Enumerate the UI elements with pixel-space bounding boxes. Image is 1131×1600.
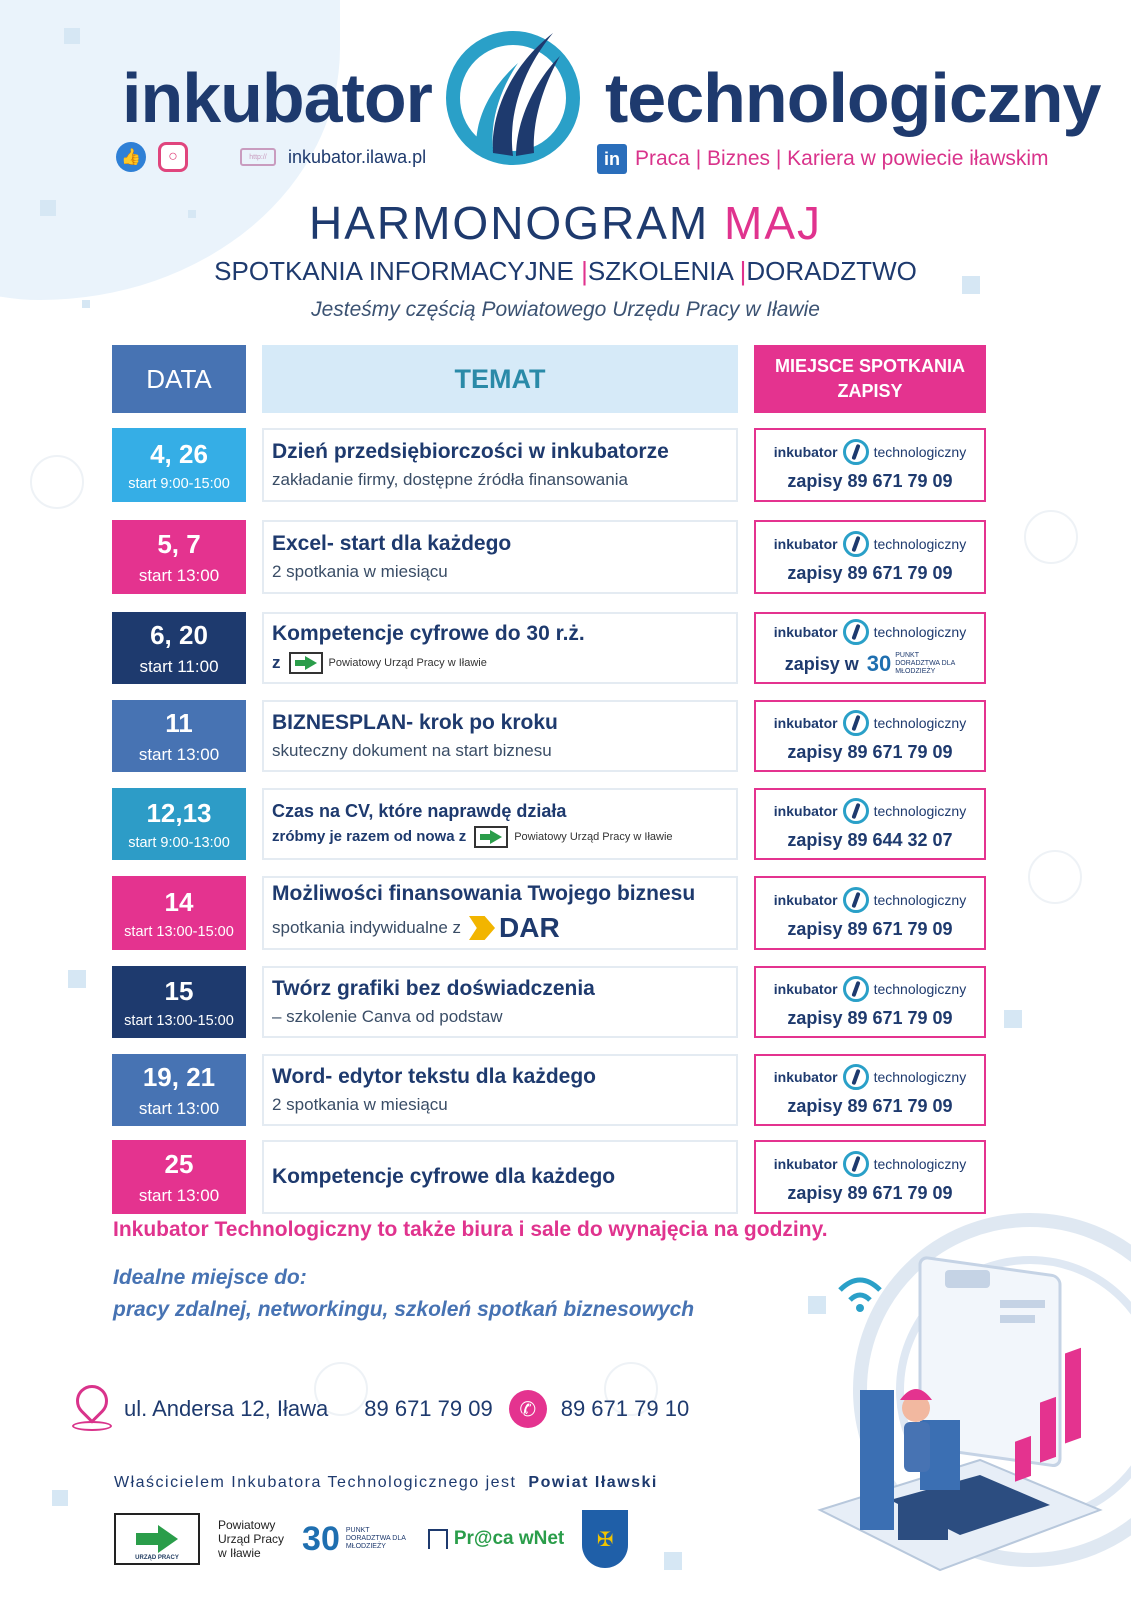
- decor-square: [1004, 1010, 1022, 1028]
- location-pin-icon: [72, 1385, 112, 1433]
- signup-phone: zapisy 89 671 79 09: [787, 1007, 953, 1028]
- inkubator-mini-logo: inkubator technologiczny: [774, 1151, 966, 1177]
- topic-cell: [262, 1140, 738, 1214]
- date-value: 4, 26: [150, 438, 208, 469]
- inkubator-mini-logo: inkubator technologiczny: [774, 710, 966, 736]
- topic-cell: [262, 966, 738, 1038]
- decor-square: [664, 1552, 682, 1570]
- decor-circle: [30, 455, 84, 509]
- topic-cell: [262, 876, 738, 950]
- subtitle-item: DORADZTWO: [746, 256, 917, 286]
- table-row: [112, 700, 986, 772]
- tagline: [597, 144, 1049, 174]
- date-cell: [112, 428, 246, 502]
- topic-subtitle: skuteczny dokument na start biznesu: [272, 741, 552, 760]
- phone-icon: ✆: [509, 1390, 547, 1428]
- pup-caption: Powiatowy Urząd Pracy w Iławie: [218, 1518, 285, 1560]
- brand-header: [0, 28, 1131, 158]
- signup-phone: zapisy 89 644 32 07: [787, 829, 953, 850]
- ideal-heading: Idealne miejsce do:: [113, 1266, 307, 1289]
- topic-cell: [262, 788, 738, 860]
- inkubator-logo-icon: [843, 439, 869, 465]
- place-cell: [754, 876, 986, 950]
- table-row: [112, 966, 986, 1038]
- topic-title: Kompetencje cyfrowe do 30 r.ż.: [272, 622, 585, 645]
- decor-circle: [1028, 850, 1082, 904]
- date-cell: [112, 1140, 246, 1214]
- topic-title: Word- edytor tekstu dla każdego: [272, 1065, 596, 1088]
- topic-subtitle: 2 spotkania w miesiącu: [272, 1095, 448, 1114]
- inkubator-mini-logo: inkubator technologiczny: [774, 798, 966, 824]
- affiliation-note: Jesteśmy częścią Powiatowego Urzędu Pracy w Iławie: [311, 298, 820, 321]
- date-value: 15: [164, 975, 194, 1006]
- pup-arrow-icon: [474, 826, 508, 848]
- inkubator-logo-icon: [843, 1064, 869, 1090]
- decor-square: [52, 1490, 68, 1506]
- signup-phone: zapisy 89 671 79 09: [787, 741, 953, 762]
- topic-subtitle: zakładanie firmy, dostępne źródła finansowania: [272, 470, 628, 489]
- dar-mark-icon: [469, 916, 495, 940]
- inkubator-logo-icon: [843, 798, 869, 824]
- linkedin-icon[interactable]: in: [597, 144, 627, 174]
- page-subtitle: [0, 256, 1131, 287]
- topic-title: Kompetencje cyfrowe dla każdego: [272, 1165, 616, 1188]
- start-time: start 11:00: [139, 656, 219, 676]
- date-value: 11: [165, 707, 193, 738]
- place-cell: [754, 1140, 986, 1214]
- date-value: 12,13: [146, 797, 212, 828]
- title-month: MAJ: [724, 197, 822, 249]
- owner-name: Powiat Iławski: [528, 1474, 658, 1491]
- topic-cell: [262, 1054, 738, 1126]
- inkubator-logo-icon: [843, 531, 869, 557]
- decor-circle: [1024, 510, 1078, 564]
- punkt-doradztwa-logo: 30 PUNKT DORADZTWA DLA MŁODZIEŻY: [866, 651, 955, 676]
- date-value: 5, 7: [157, 528, 201, 559]
- laptop-worker-illustration: [800, 1200, 1131, 1600]
- social-links: [116, 142, 426, 172]
- signup-phone: zapisy 89 671 79 09: [787, 1095, 953, 1116]
- brand-name-left: inkubator: [122, 59, 432, 137]
- tagline-text: Praca | Biznes | Kariera w powiecie iławskim: [635, 147, 1049, 170]
- start-time: start 9:00-13:00: [128, 834, 230, 851]
- place-cell: [754, 700, 986, 772]
- schedule-table-header: [112, 345, 986, 413]
- topic-cell: [262, 520, 738, 594]
- topic-subtitle: z Powiatowy Urząd Pracy w Iławie: [272, 653, 487, 672]
- pracanet-logo: Pr@ca wNet: [428, 1528, 564, 1550]
- start-time: start 13:00-15:00: [124, 1012, 234, 1029]
- decor-square: [68, 970, 86, 988]
- office-rental-note: Inkubator Technologiczny to także biura i sale do wynajęcia na godziny.: [113, 1218, 828, 1241]
- date-value: 14: [164, 886, 194, 917]
- column-header-place-line: MIEJSCE SPOTKANIA: [774, 356, 966, 376]
- date-cell: [112, 520, 246, 594]
- ideal-for-block: [113, 1262, 694, 1326]
- inkubator-mini-logo: inkubator technologiczny: [774, 531, 966, 557]
- topic-title: BIZNESPLAN- krok po kroku: [272, 711, 558, 734]
- topic-subtitle: – szkolenie Canva od podstaw: [272, 1007, 503, 1026]
- topic-title: Czas na CV, które naprawdę działa: [272, 800, 567, 821]
- subtitle-separator: |: [581, 256, 588, 286]
- phone-number[interactable]: 89 671 79 10: [560, 1396, 690, 1421]
- topic-subtitle: zróbmy je razem od nowa z Powiatowy Urząd Pracy w Iławie: [272, 826, 728, 848]
- place-cell: [754, 612, 986, 684]
- date-cell: [112, 788, 246, 860]
- inkubator-logo-icon: [843, 710, 869, 736]
- date-cell: [112, 612, 246, 684]
- building-icon: [428, 1529, 448, 1549]
- dar-logo: DAR: [469, 912, 560, 944]
- topic-subtitle: spotkania indywidualne z DAR: [272, 912, 560, 943]
- inkubator-logo-icon: [843, 976, 869, 1002]
- topic-title: Excel- start dla każdego: [272, 532, 512, 555]
- column-header-place-line: ZAPISY: [837, 381, 903, 401]
- topic-title: Dzień przedsiębiorczości w inkubatorze: [272, 440, 669, 463]
- partner-logos: [114, 1510, 628, 1568]
- place-cell: [754, 966, 986, 1038]
- instagram-icon[interactable]: ○: [158, 142, 188, 172]
- date-value: 25: [164, 1148, 194, 1179]
- thumbs-up-icon[interactable]: 👍: [116, 142, 146, 172]
- topic-title: Twórz grafiki bez doświadczenia: [272, 977, 595, 1000]
- inkubator-mini-logo: inkubator technologiczny: [774, 619, 966, 645]
- topic-cell: [262, 428, 738, 502]
- pup-logo: URZĄD PRACY: [114, 1513, 200, 1565]
- signup-phone: zapisy 89 671 79 09: [787, 918, 953, 939]
- contact-bar: [72, 1385, 689, 1433]
- date-cell: [112, 966, 246, 1038]
- signup-info: zapisy w 30 PUNKT DORADZTWA DLA MŁODZIEŻY: [784, 651, 955, 676]
- address: ul. Andersa 12, Iława: [124, 1396, 329, 1421]
- table-row: [112, 876, 986, 950]
- powiat-crest-icon: ✠: [582, 1510, 628, 1568]
- date-value: 19, 21: [142, 1061, 216, 1092]
- start-time: start 13:00: [138, 565, 220, 585]
- title-main: HARMONOGRAM: [308, 197, 710, 249]
- table-row: [112, 1054, 986, 1126]
- website-link[interactable]: inkubator.ilawa.pl: [288, 146, 427, 167]
- punkt-doradztwa-logo: 30 PUNKT DORADZTWA DLA MŁODZIEŻY: [302, 1519, 406, 1558]
- topic-cell: [262, 612, 738, 684]
- owner-note: Właścicielem Inkubatora Technologicznego jest Powiat Iławski: [114, 1474, 658, 1491]
- subtitle-item: SZKOLENIA: [587, 256, 733, 286]
- signup-phone: zapisy 89 671 79 09: [787, 562, 953, 583]
- start-time: start 9:00-15:00: [128, 475, 230, 492]
- start-time: start 13:00: [138, 744, 220, 764]
- place-cell: [754, 788, 986, 860]
- start-time: start 13:00: [138, 1185, 220, 1205]
- place-cell: [754, 428, 986, 502]
- signup-phone: zapisy 89 671 79 09: [787, 470, 953, 491]
- table-row: [112, 520, 986, 594]
- column-header-topic: TEMAT: [262, 345, 738, 413]
- topic-subtitle: 2 spotkania w miesiącu: [272, 562, 448, 581]
- topic-cell: [262, 700, 738, 772]
- inkubator-mini-logo: inkubator technologiczny: [774, 1064, 966, 1090]
- inkubator-logo-icon: [843, 887, 869, 913]
- table-row: [112, 788, 986, 860]
- page-title: [0, 196, 1131, 250]
- inkubator-mini-logo: inkubator technologiczny: [774, 976, 966, 1002]
- date-cell: [112, 700, 246, 772]
- inkubator-logo-icon: [438, 28, 588, 168]
- brand-name-right: technologiczny: [605, 59, 1101, 137]
- table-row: [112, 612, 986, 684]
- date-value: 6, 20: [150, 619, 208, 650]
- start-time: start 13:00-15:00: [124, 923, 234, 940]
- signup-phone: zapisy 89 671 79 09: [787, 1182, 953, 1203]
- table-row: [112, 428, 986, 502]
- pup-logo: Powiatowy Urząd Pracy w Iławie: [289, 652, 487, 674]
- ideal-list: pracy zdalnej, networkingu, szkoleń spotkań biznesowych: [113, 1298, 695, 1321]
- place-cell: [754, 520, 986, 594]
- subtitle-item: SPOTKANIA INFORMACYJNE: [214, 256, 574, 286]
- phone-number[interactable]: 89 671 79 09: [364, 1396, 493, 1421]
- inkubator-mini-logo: inkubator technologiczny: [774, 439, 966, 465]
- table-row: [112, 1140, 986, 1214]
- subtitle-separator: |: [739, 256, 747, 286]
- inkubator-mini-logo: inkubator technologiczny: [774, 887, 966, 913]
- pup-arrow-icon: [289, 652, 323, 674]
- http-icon: http://: [240, 148, 276, 166]
- place-cell: [754, 1054, 986, 1126]
- column-header-date: DATA: [112, 345, 246, 413]
- inkubator-logo-icon: [843, 1151, 869, 1177]
- column-header-place: [754, 345, 986, 413]
- topic-title: Możliwości finansowania Twojego biznesu: [272, 882, 696, 905]
- date-cell: [112, 1054, 246, 1126]
- inkubator-logo-icon: [843, 619, 869, 645]
- start-time: start 13:00: [138, 1098, 220, 1118]
- date-cell: [112, 876, 246, 950]
- pup-logo: Powiatowy Urząd Pracy w Iławie: [474, 826, 672, 848]
